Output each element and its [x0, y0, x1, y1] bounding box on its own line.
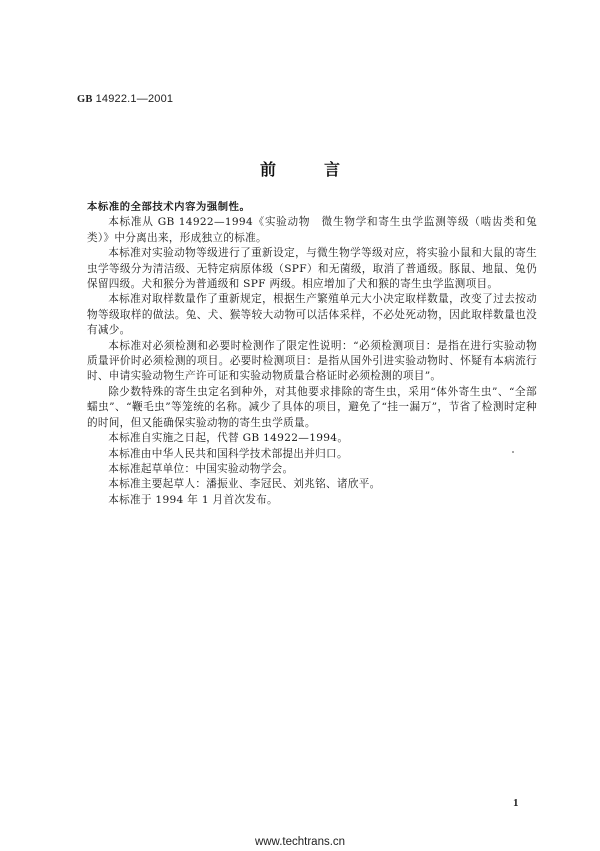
paragraph-drafting-unit: 本标准起草单位：中国实验动物学会。 — [108, 462, 294, 475]
page-title — [0, 157, 600, 180]
website-watermark: www.techtrans.cn — [254, 836, 346, 848]
title-char-1: 前 — [259, 160, 276, 179]
standard-code — [77, 93, 173, 105]
paragraph-first-issued: 本标准于 1994 年 1 月首次发布。 — [108, 493, 278, 506]
standard-number: 14922.1—2001 — [95, 93, 174, 105]
standard-prefix: GB — [77, 94, 93, 105]
scan-speck — [512, 451, 514, 453]
paragraph-mandatory-notice: 本标准的全部技术内容为强制性。 — [87, 201, 251, 213]
page-number: 1 — [513, 797, 519, 809]
paragraph-drafters: 本标准主要起草人：潘振业、李冠民、刘兆铭、诸欣平。 — [108, 478, 381, 491]
paragraph-replaces: 本标准自实施之日起，代替 GB 14922—1994。 — [108, 432, 349, 445]
paragraph-parasites: 除少数特殊的寄生虫定名到种外，对其他要求排除的寄生虫，采用“体外寄生虫”、“全部蠕虫”、“鞭毛虫”等笼统的名称。减少了具体的项目，避免了“挂一漏万”，节省了检测时定种的时间，但又能确保实验动物的寄生虫学质量。 — [87, 385, 537, 429]
title-char-2: 言 — [324, 160, 341, 179]
paragraph-origin: 本标准从 GB 14922—1994《实验动物 微生物学和寄生虫学监测等级（啮齿类和兔类）》中分离出来，形成独立的标准。 — [87, 216, 537, 244]
foreword-body — [87, 200, 537, 508]
paragraph-proposed-by: 本标准由中华人民共和国科学技术部提出并归口。 — [108, 447, 348, 460]
paragraph-sampling: 本标准对取样数量作了重新规定，根据生产繁殖单元大小决定取样数量，改变了过去按动物等级取样的做法。兔、犬、猴等较大动物可以活体采样，不必处死动物，因此取样数量也没有减少。 — [87, 293, 537, 337]
paragraph-testing: 本标准对必须检测和必要时检测作了限定性说明：“必须检测项目：是指在进行实验动物质量评价时必须检测的项目。必要时检测项目：是指从国外引进实验动物时、怀疑有本病流行时、申请实验动物生产许可证和实验动物质量合格证时必须检测的项目”。 — [87, 339, 537, 383]
paragraph-grades: 本标准对实验动物等级进行了重新设定，与微生物学等级对应，将实验小鼠和大鼠的寄生虫学等级分为清洁级、无特定病原体级（SPF）和无菌级，取消了普通级。豚鼠、地鼠、兔仍保留四级。犬和猴分为普通级和 SPF 两级。相应增加了犬和猴的寄生虫学监测项目。 — [87, 247, 537, 291]
